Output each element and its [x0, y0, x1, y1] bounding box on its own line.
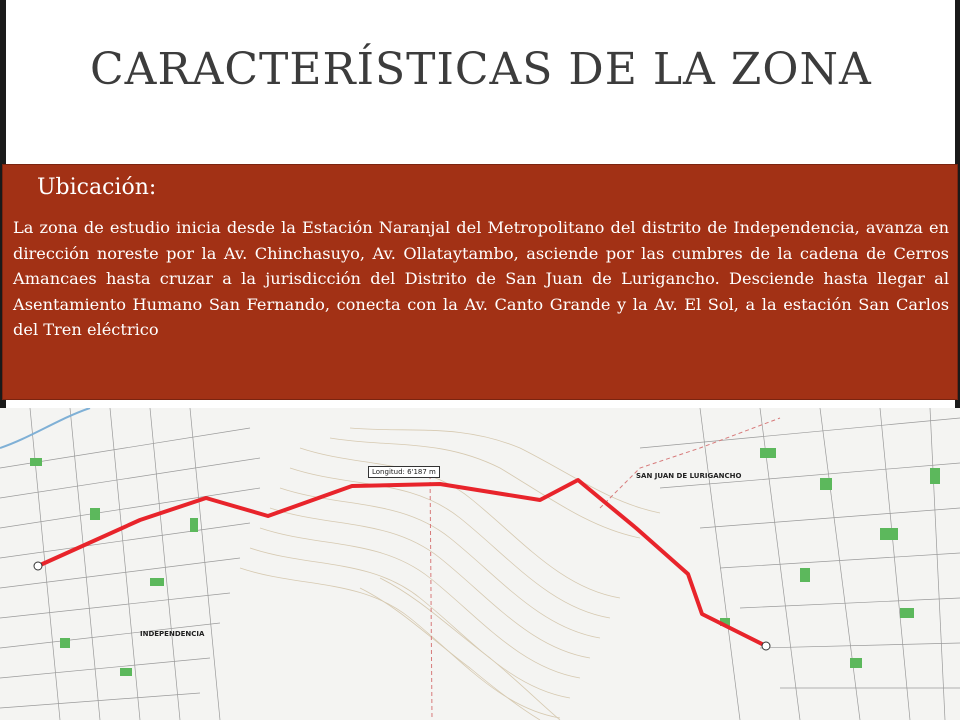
location-info-box	[2, 164, 958, 400]
route-map	[0, 408, 960, 720]
route-end-marker	[762, 642, 770, 650]
location-description: La zona de estudio inicia desde la Estación Naranjal del Metropolitano del distrito de Independencia, avanza en dirección noreste por la Av. Chinchasuyo, Av. Ollataytambo, asciende por las cumbres de la cadena de Cerros Amancaes hasta cruzar a la jurisdicción del Distrito de San Juan de Lurigancho. Desciende hasta llegar al Asentamiento Humano San Fernando, conecta con la Av. Canto Grande y la Av. El Sol, a la estación San Carlos del Tren eléctrico	[13, 218, 949, 339]
map-canvas	[0, 408, 960, 720]
slide-title: CARACTERÍSTICAS DE LA ZONA	[90, 44, 872, 95]
location-heading: Ubicación:	[37, 175, 157, 200]
route-start-marker	[34, 562, 42, 570]
map-label-sjl: SAN JUAN DE LURIGANCHO	[636, 472, 742, 480]
map-label-independencia: INDEPENDENCIA	[140, 630, 205, 638]
map-label-longitud: Longitud: 6'187 m	[368, 466, 440, 478]
